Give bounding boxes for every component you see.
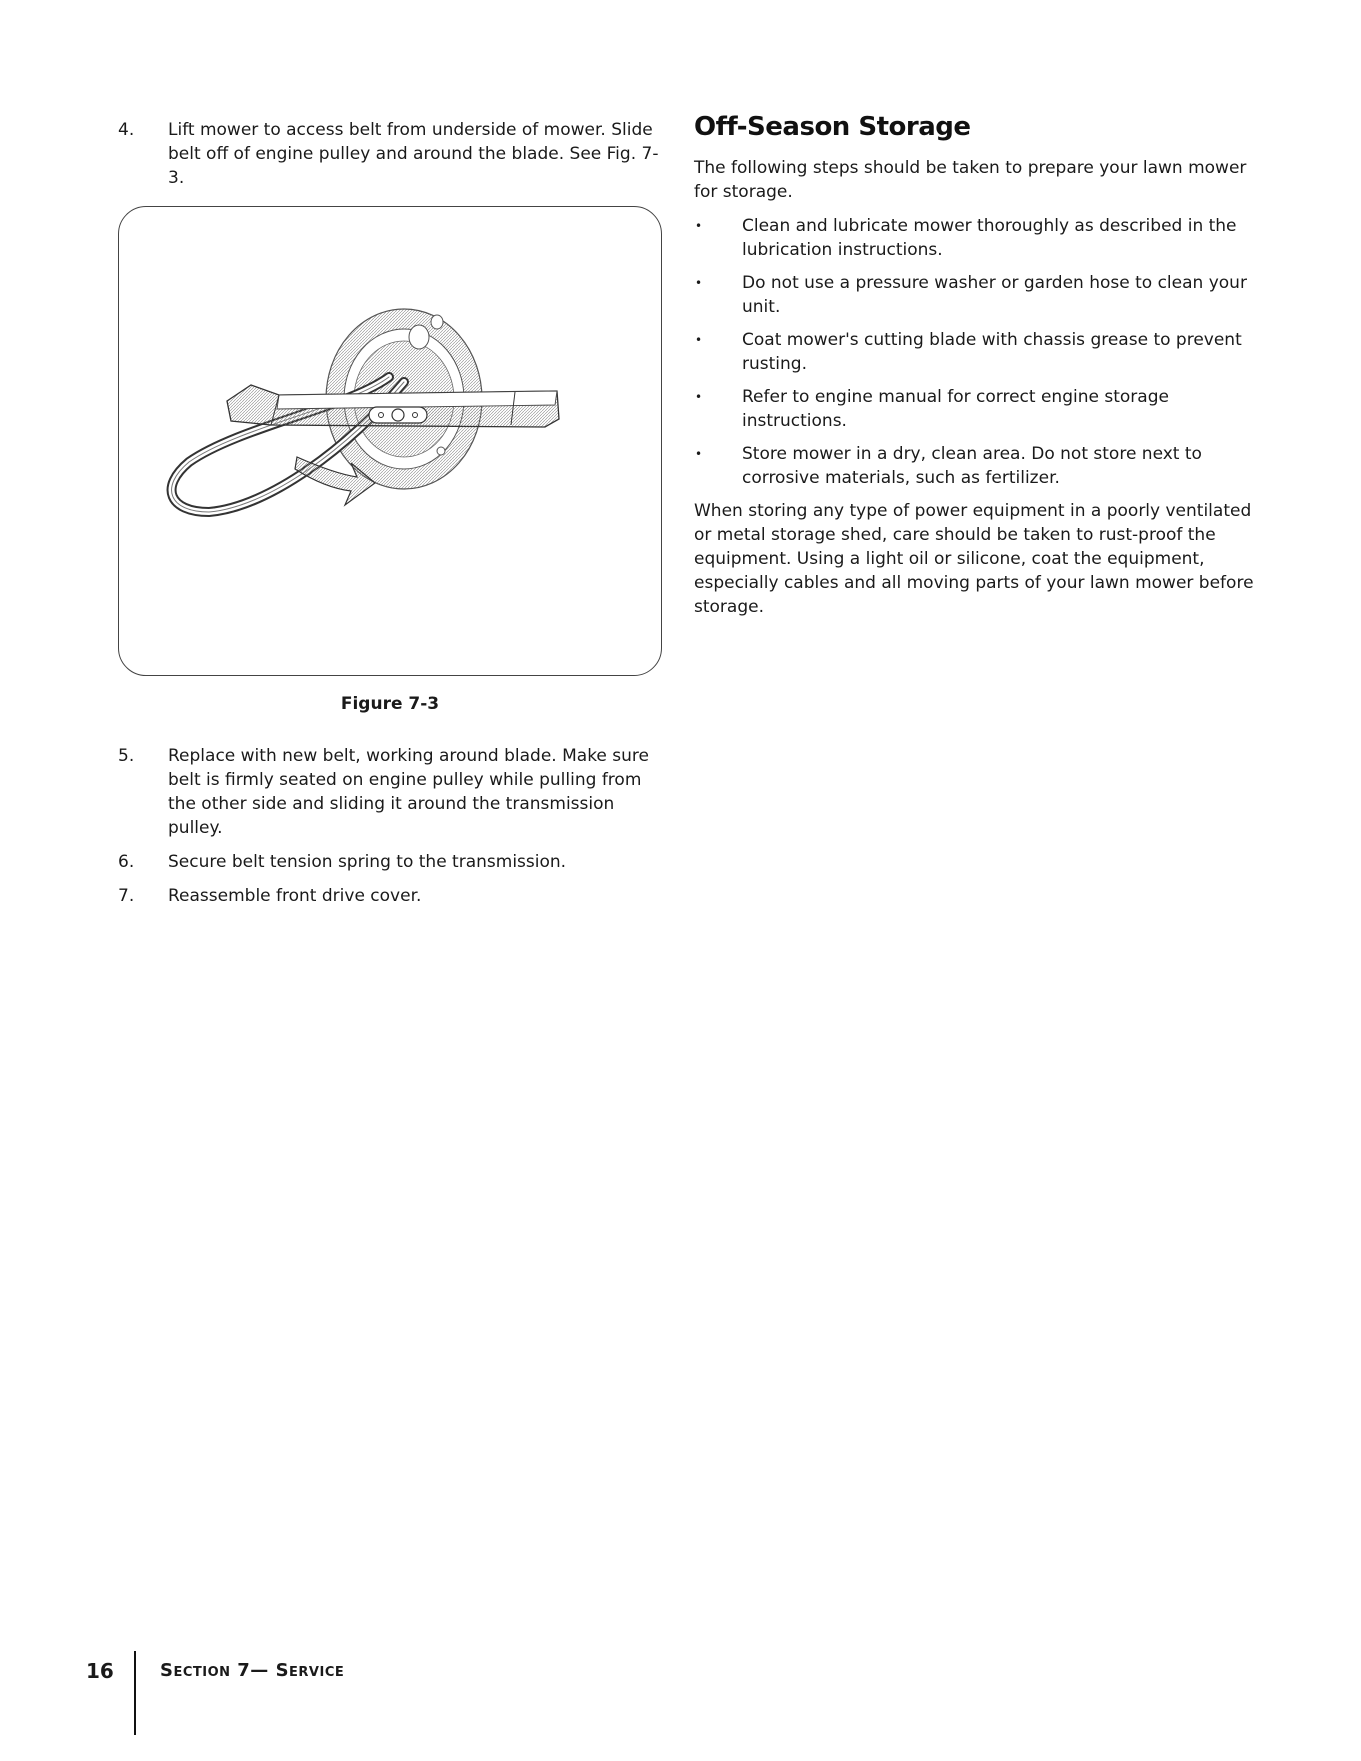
footer-divider (134, 1651, 136, 1735)
step-5 (118, 744, 668, 840)
bullet-dot-icon: • (695, 447, 703, 461)
step-text: Replace with new belt, working around blade. Make sure belt is firmly seated on engine pulley while pulling from the other side and sliding it around the transmission pulley. (168, 746, 649, 838)
storage-bullet-list (694, 214, 1264, 490)
step-number: 4. (118, 120, 135, 140)
left-column (118, 118, 668, 918)
bullet-text: Refer to engine manual for correct engine storage instructions. (742, 387, 1169, 431)
intro-paragraph: The following steps should be taken to prepare your lawn mower for storage. (694, 158, 1247, 202)
list-item (694, 271, 1264, 319)
step-text: Reassemble front drive cover. (168, 886, 422, 906)
list-item (694, 442, 1264, 490)
bullet-dot-icon: • (695, 219, 703, 233)
step-number: 7. (118, 886, 135, 906)
bullet-text: Store mower in a dry, clean area. Do not store next to corrosive materials, such as fertilizer. (742, 444, 1202, 488)
list-item (694, 328, 1264, 376)
step-text: Lift mower to access belt from underside of mower. Slide belt off of engine pulley and around the blade. See Fig. 7-3. (168, 120, 659, 188)
closing-paragraph: When storing any type of power equipment in a poorly ventilated or metal storage shed, care should be taken to rust-proof the equipment. Using a light oil or silicone, coat the equipment, especially cables and all moving parts of your lawn mower before storage. (694, 501, 1254, 617)
bullet-dot-icon: • (695, 276, 703, 290)
bullet-text: Coat mower's cutting blade with chassis grease to prevent rusting. (742, 330, 1242, 374)
list-item (694, 385, 1264, 433)
bullet-text: Do not use a pressure washer or garden hose to clean your unit. (742, 273, 1247, 317)
step-number: 5. (118, 746, 135, 766)
page-number: 16 (86, 1659, 114, 1683)
bullet-text: Clean and lubricate mower thoroughly as described in the lubrication instructions. (742, 216, 1237, 260)
step-text: Secure belt tension spring to the transmission. (168, 852, 567, 872)
step-7 (118, 884, 668, 908)
step-number: 6. (118, 852, 135, 872)
step-4 (118, 118, 668, 190)
figure-7-3-frame (118, 206, 662, 676)
belt-blade-pulley-illustration (119, 207, 661, 675)
list-item (694, 214, 1264, 262)
bullet-dot-icon: • (695, 333, 703, 347)
bullet-dot-icon: • (695, 390, 703, 404)
figure-caption: Figure 7-3 (340, 694, 440, 714)
step-6 (118, 850, 668, 874)
section-label: Section 7— Service (160, 1660, 345, 1681)
section-heading: Off-Season Storage (694, 112, 971, 142)
right-column (694, 112, 1264, 629)
